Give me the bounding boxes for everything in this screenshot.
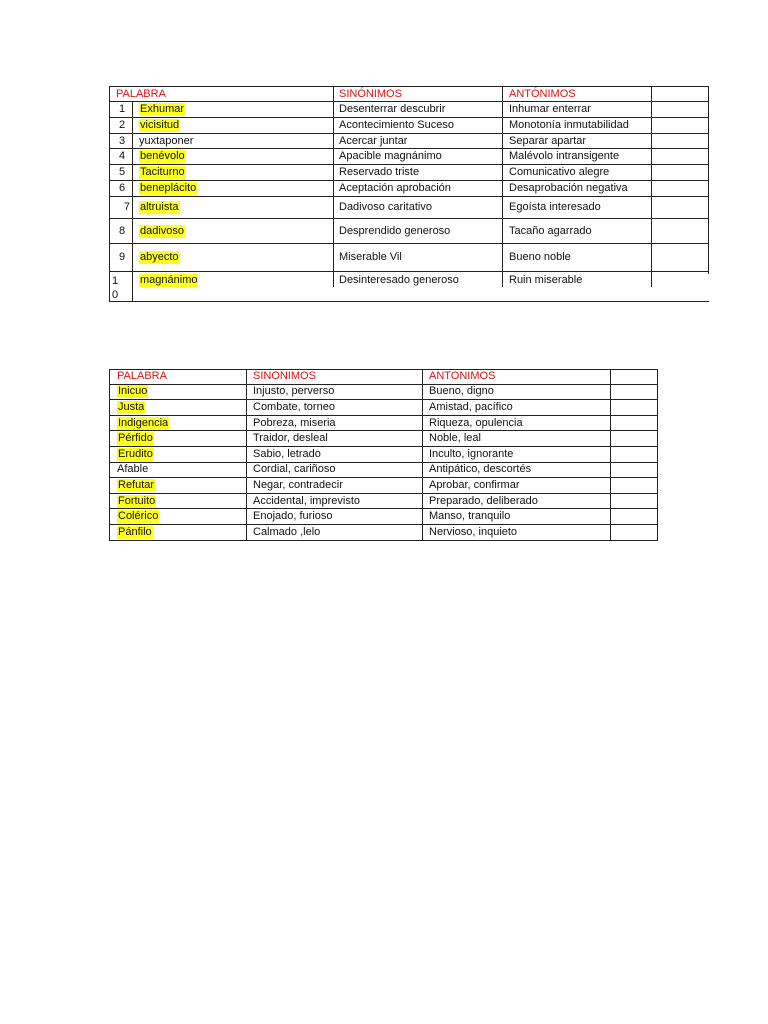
word-text: Inicuo [118, 385, 148, 398]
synonym-cell: Dadivoso caritativo [334, 197, 503, 218]
row-number: 8 [109, 219, 133, 243]
word-cell [109, 447, 247, 462]
word-cell [133, 134, 334, 148]
word-text: Pánfilo [118, 525, 152, 538]
synonym-cell: Aceptación aprobación [334, 181, 503, 196]
synonym-cell: Calmado ,lelo [247, 525, 423, 540]
table-row [109, 525, 658, 541]
row-number-line-1: 1 [112, 275, 119, 287]
word-text: yuxtaponer [139, 134, 194, 147]
table-row [109, 447, 658, 463]
word-cell [133, 244, 334, 271]
table-row [109, 478, 658, 494]
header-palabra: PALABRA [109, 370, 247, 384]
word-text: Colérico [118, 510, 159, 523]
antonym-cell: Monotonía inmutabilidad [503, 118, 652, 133]
header-antonimos: ANTÓNIMOS [503, 87, 652, 101]
table-row [109, 118, 709, 134]
word-cell [133, 149, 334, 164]
synonym-cell: Injusto, perverso [247, 385, 423, 400]
table-row [109, 272, 709, 302]
header-sinonimos: SINÓNIMOS [334, 87, 503, 101]
table-row [109, 181, 709, 197]
word-cell [109, 525, 247, 540]
synonym-cell: Desenterrar descubrir [334, 102, 503, 117]
antonym-cell: Antipático, descortés [423, 463, 611, 478]
word-cell [109, 416, 247, 431]
antonym-cell: Manso, tranquilo [423, 509, 611, 524]
empty-cell [652, 197, 709, 218]
word-text: Refutar [118, 478, 155, 491]
word-cell [109, 385, 247, 400]
word-text: vicisitud [140, 119, 180, 131]
header-sinonimos: SINONIMOS [247, 370, 423, 384]
antonym-cell: Nervioso, inquieto [423, 525, 611, 540]
row-number: 5 [109, 165, 133, 180]
antonym-cell: Egoísta interesado [503, 197, 652, 218]
word-cell [109, 400, 247, 415]
synonym-cell: Cordial, cariñoso [247, 463, 423, 478]
table-row [109, 416, 658, 432]
word-text: Taciturno [140, 166, 185, 178]
empty-cell [652, 102, 709, 117]
antonym-cell: Tacaño agarrado [503, 219, 652, 243]
table-row [109, 385, 658, 401]
synonym-cell: Desprendido generoso [334, 219, 503, 243]
antonym-cell: Malévolo intransigente [503, 149, 652, 164]
empty-cell [652, 219, 709, 243]
word-text: Exhumar [140, 103, 185, 115]
word-cell [109, 463, 247, 478]
table-row [109, 149, 709, 165]
row-number: 1 [109, 102, 133, 117]
word-cell [109, 431, 247, 446]
word-cell [133, 181, 334, 196]
word-cell [109, 478, 247, 493]
antonym-cell: Desaprobación negativa [503, 181, 652, 196]
word-cell [109, 494, 247, 509]
row-number: 6 [109, 181, 133, 196]
empty-cell [652, 118, 709, 133]
synonym-cell: Pobreza, miseria [247, 416, 423, 431]
table-row [109, 219, 709, 244]
antonym-cell: Bueno, digno [423, 385, 611, 400]
antonym-cell: Riqueza, opulencia [423, 416, 611, 431]
word-cell [133, 272, 334, 287]
antonym-cell: Separar apartar [503, 134, 652, 148]
word-text: Erudito [118, 447, 153, 460]
synonym-cell: Reservado triste [334, 165, 503, 180]
word-text: benévolo [140, 150, 185, 162]
antonym-cell: Preparado, deliberado [423, 494, 611, 509]
table-row [109, 431, 658, 447]
word-text: Pérfido [118, 432, 153, 445]
table-row [109, 463, 658, 479]
empty-side-column [611, 369, 658, 541]
synonym-cell: Combate, torneo [247, 400, 423, 415]
word-text: beneplácito [140, 182, 197, 194]
table-header-row [109, 369, 658, 385]
empty-cell [652, 181, 709, 196]
empty-cell [652, 244, 709, 271]
synonyms-table-1 [109, 86, 709, 302]
empty-cell [652, 134, 709, 148]
table-header-row [109, 86, 709, 102]
table-row [109, 134, 709, 149]
synonym-cell: Apacible magnánimo [334, 149, 503, 164]
word-text: Indigencia [118, 416, 169, 429]
table-row [109, 165, 709, 181]
word-cell [133, 197, 334, 218]
word-cell [133, 102, 334, 117]
header-antonimos: ANTONIMOS [423, 370, 611, 384]
row-number-line-2: 0 [112, 289, 119, 301]
word-cell [133, 219, 334, 243]
antonym-cell: Comunicativo alegre [503, 165, 652, 180]
row-number: 4 [109, 149, 133, 164]
synonym-cell: Negar, contradecir [247, 478, 423, 493]
antonym-cell: Aprobar, confirmar [423, 478, 611, 493]
antonym-cell: Amistad, pacífico [423, 400, 611, 415]
word-text: altruista [140, 201, 179, 213]
synonym-cell: Accidental, imprevisto [247, 494, 423, 509]
synonym-cell: Acercar juntar [334, 134, 503, 148]
row-number: 7 [109, 197, 133, 218]
table-row [109, 400, 658, 416]
antonym-cell: Ruin miserable [503, 272, 652, 287]
antonym-cell: Noble, leal [423, 431, 611, 446]
synonyms-table-2 [109, 369, 658, 541]
synonym-cell: Sabio, letrado [247, 447, 423, 462]
table-row [109, 197, 709, 219]
word-cell [109, 509, 247, 524]
synonym-cell: Acontecimiento Suceso [334, 118, 503, 133]
synonym-cell: Desinteresado generoso [334, 272, 503, 287]
row-number: 9 [109, 244, 133, 271]
word-cell [133, 118, 334, 133]
antonym-cell: Inhumar enterrar [503, 102, 652, 117]
word-text: dadivoso [140, 224, 185, 237]
antonym-cell: Inculto, ignorante [423, 447, 611, 462]
empty-cell [652, 272, 709, 274]
header-palabra: PALABRA [109, 87, 334, 101]
synonym-cell: Enojado, furioso [247, 509, 423, 524]
row-number: 2 [109, 118, 133, 133]
antonym-cell: Bueno noble [503, 244, 652, 271]
table-row [109, 102, 709, 118]
synonym-cell: Miserable Vil [334, 244, 503, 271]
table-row [109, 509, 658, 525]
synonym-cell: Traidor, desleal [247, 431, 423, 446]
word-text: Afable [117, 463, 149, 476]
empty-cell [652, 149, 709, 164]
word-text: abyecto [140, 251, 179, 263]
empty-cell [652, 165, 709, 180]
table-row [109, 244, 709, 272]
word-text: magnánimo [140, 274, 198, 286]
row-number [109, 272, 133, 302]
word-text: Justa [118, 400, 145, 413]
empty-cell [652, 87, 709, 101]
row-number: 3 [109, 134, 133, 148]
word-text: Fortuito [118, 494, 156, 507]
word-cell [133, 165, 334, 180]
table-row [109, 494, 658, 510]
